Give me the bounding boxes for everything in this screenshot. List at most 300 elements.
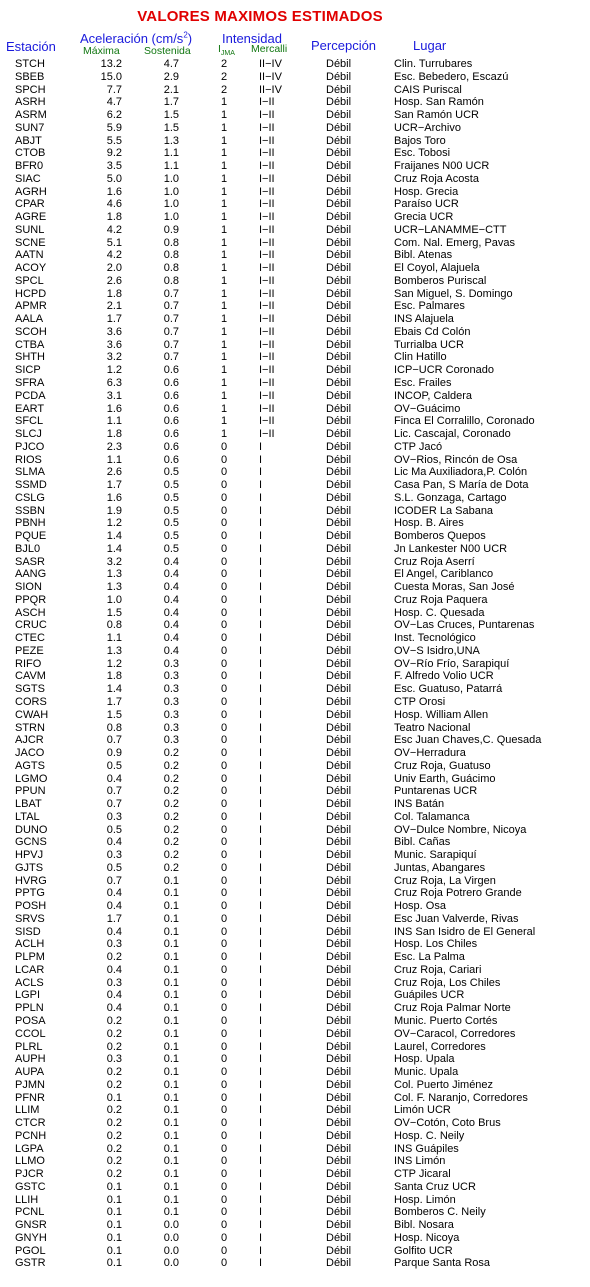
table-row: [0, 670, 590, 683]
accel-max: 3.5: [106, 160, 122, 173]
accel-max: 3.2: [106, 351, 122, 364]
intensity-jma: 0: [220, 683, 228, 696]
percepcion: Débil: [326, 721, 352, 734]
intensity-jma: 1: [220, 249, 228, 262]
lugar: INS Alajuela: [394, 313, 454, 326]
accel-sostenida: 0.6: [163, 440, 179, 453]
table-row: [0, 887, 590, 900]
accel-max: 0.4: [106, 772, 122, 785]
station-code: ASCH: [15, 606, 46, 619]
intensity-jma: 2: [220, 70, 228, 83]
accel-max: 6.2: [106, 109, 122, 122]
table-row: [0, 811, 590, 824]
accel-max: 1.1: [106, 415, 122, 428]
accel-max: 3.2: [106, 555, 122, 568]
accel-sostenida: 1.5: [163, 121, 179, 134]
accel-sostenida: 0.2: [163, 759, 179, 772]
lugar: Hosp. C. Quesada: [394, 606, 485, 619]
lugar: Bomberos Puriscal: [394, 274, 487, 287]
accel-sostenida: 0.6: [163, 415, 179, 428]
table-row: [0, 377, 590, 390]
percepcion: Débil: [326, 172, 352, 185]
table-row: [0, 658, 590, 671]
percepcion: Débil: [326, 530, 352, 543]
accel-sostenida: 0.1: [163, 1015, 179, 1027]
table-row: [0, 288, 590, 301]
table-row: [0, 1245, 590, 1258]
accel-sostenida: 0.3: [163, 670, 179, 683]
lugar: Esc. Palmares: [394, 300, 465, 313]
station-code: SUN7: [15, 121, 45, 134]
intensity-mercalli: I: [259, 989, 263, 1002]
accel-max: 1.8: [106, 670, 122, 683]
station-code: AJCR: [15, 734, 44, 747]
accel-max: 1.8: [106, 428, 122, 441]
intensity-jma: 0: [220, 836, 228, 849]
lugar: Hosp. C. Neily: [394, 1129, 465, 1142]
accel-sostenida: 0.4: [163, 555, 179, 568]
intensity-mercalli: I−II: [259, 160, 275, 173]
station-code: PJCO: [15, 440, 45, 453]
accel-sostenida: 0.0: [163, 1244, 179, 1257]
station-code: AALA: [15, 313, 44, 326]
percepcion: Débil: [326, 377, 352, 389]
intensity-mercalli: I: [259, 900, 263, 913]
percepcion: Débil: [326, 351, 352, 364]
lugar: Golfito UCR: [394, 1244, 453, 1257]
intensity-jma: 1: [220, 211, 228, 224]
intensity-mercalli: I: [259, 747, 263, 760]
lugar: Cruz Roja, Los Chiles: [394, 976, 501, 989]
percepcion: Débil: [326, 708, 352, 721]
station-code: LLIH: [15, 1193, 39, 1206]
intensity-jma: 0: [220, 1002, 228, 1015]
intensity-jma: 0: [220, 963, 228, 976]
lugar: F. Alfredo Volio UCR: [394, 670, 494, 683]
intensity-mercalli: I: [259, 708, 263, 721]
table-row: [0, 224, 590, 237]
lugar: Munic. Upala: [394, 1066, 459, 1079]
accel-sostenida: 0.1: [163, 874, 179, 887]
table-row: [0, 1079, 590, 1092]
intensity-jma: 1: [220, 223, 228, 236]
lugar: S.L. Gonzaga, Cartago: [394, 491, 507, 504]
table-row: [0, 607, 590, 620]
table-row: [0, 339, 590, 352]
table-row: [0, 645, 590, 658]
table-row: [0, 798, 590, 811]
lugar: Cruz Roja Aserrí: [394, 555, 475, 568]
intensity-mercalli: I: [259, 542, 263, 555]
intensity-mercalli: I: [259, 798, 263, 811]
station-code: PFNR: [15, 1091, 45, 1104]
intensity-mercalli: I: [259, 861, 263, 874]
lugar: Hosp. San Ramón: [394, 96, 484, 109]
station-code: PBNH: [15, 517, 46, 530]
accel-sostenida: 0.6: [163, 364, 179, 377]
percepcion: Débil: [326, 912, 352, 925]
table-row: [0, 1219, 590, 1232]
table-row: [0, 632, 590, 645]
station-code: SFCL: [15, 415, 44, 428]
accel-max: 0.7: [106, 798, 122, 811]
accel-max: 1.0: [106, 593, 122, 606]
station-code: PPLN: [15, 1002, 44, 1015]
station-code: BJL0: [15, 542, 41, 555]
intensity-mercalli: I: [259, 1078, 263, 1091]
intensity-mercalli: II−IV: [259, 83, 282, 96]
percepcion: Débil: [326, 211, 352, 224]
table-row: [0, 747, 590, 760]
accel-max: 1.7: [106, 696, 122, 708]
accel-sostenida: 0.5: [163, 491, 179, 504]
intensity-mercalli: I: [259, 479, 263, 492]
intensity-mercalli: I−II: [259, 134, 275, 147]
accel-sostenida: 0.1: [163, 1040, 179, 1053]
station-code: CORS: [15, 696, 47, 708]
table-row: [0, 594, 590, 607]
station-code: LLMO: [15, 1155, 45, 1168]
table-row: [0, 58, 590, 71]
table-row: [0, 1066, 590, 1079]
percepcion: Débil: [326, 300, 352, 313]
intensity-mercalli: I: [259, 453, 263, 466]
percepcion: Débil: [326, 262, 352, 275]
intensity-jma: 0: [220, 491, 228, 504]
accel-sostenida: 1.1: [163, 160, 179, 173]
accel-max: 2.6: [106, 466, 122, 479]
lugar: El Angel, Cariblanco: [394, 568, 494, 581]
lugar: Cruz Roja Palmar Norte: [394, 1002, 511, 1015]
accel-sostenida: 0.4: [163, 644, 179, 657]
percepcion: Débil: [326, 83, 352, 96]
percepcion: Débil: [326, 121, 352, 134]
station-code: GNSR: [15, 1219, 47, 1232]
intensity-mercalli: I: [259, 619, 263, 632]
lugar: CAIS Puriscal: [394, 83, 462, 96]
intensity-mercalli: I: [259, 1219, 263, 1232]
accel-max: 0.4: [106, 900, 122, 913]
percepcion: Débil: [326, 1002, 352, 1015]
intensity-mercalli: I: [259, 504, 263, 517]
accel-max: 0.2: [106, 1027, 122, 1040]
accel-max: 1.3: [106, 644, 122, 657]
intensity-mercalli: I: [259, 696, 263, 708]
table-row: [0, 135, 590, 148]
intensity-mercalli: I−II: [259, 389, 275, 402]
accel-max: 1.5: [106, 606, 122, 619]
accel-sostenida: 0.1: [163, 887, 179, 900]
intensity-jma: 0: [220, 1117, 228, 1130]
accel-sostenida: 0.1: [163, 1027, 179, 1040]
percepcion: Débil: [326, 632, 352, 645]
intensity-mercalli: I: [259, 1168, 263, 1181]
percepcion: Débil: [326, 759, 352, 772]
intensity-mercalli: I−II: [259, 96, 275, 109]
percepcion: Débil: [326, 1078, 352, 1091]
accel-max: 5.9: [106, 121, 122, 134]
percepcion: Débil: [326, 58, 352, 70]
station-code: STRN: [15, 721, 45, 734]
accel-max: 0.2: [106, 1142, 122, 1155]
intensity-mercalli: I: [259, 1129, 263, 1142]
accel-sostenida: 0.2: [163, 823, 179, 836]
intensity-mercalli: I: [259, 1155, 263, 1168]
intensity-mercalli: I−II: [259, 185, 275, 198]
station-code: LBAT: [15, 798, 42, 811]
intensity-mercalli: I: [259, 721, 263, 734]
table-row: [0, 428, 590, 441]
intensity-jma: 0: [220, 1206, 228, 1219]
accel-sostenida: 0.7: [163, 351, 179, 364]
table-row: [0, 785, 590, 798]
intensity-jma: 0: [220, 925, 228, 938]
accel-sostenida: 0.2: [163, 861, 179, 874]
station-code: SASR: [15, 555, 45, 568]
accel-max: 1.6: [106, 402, 122, 415]
accel-sostenida: 0.6: [163, 453, 179, 466]
lugar: Grecia UCR: [394, 211, 454, 224]
table-row: [0, 96, 590, 109]
percepcion: Débil: [326, 1129, 352, 1142]
lugar: Esc. Guatuso, Patarrá: [394, 683, 503, 696]
intensity-jma: 0: [220, 593, 228, 606]
intensity-jma: 1: [220, 402, 228, 415]
accel-sostenida: 0.1: [163, 1066, 179, 1079]
lugar: Fraijanes N00 UCR: [394, 160, 490, 173]
accel-sostenida: 0.5: [163, 466, 179, 479]
intensity-mercalli: I: [259, 606, 263, 619]
intensity-mercalli: I−II: [259, 249, 275, 262]
table-row: [0, 466, 590, 479]
lugar: ICODER La Sabana: [394, 504, 494, 517]
accel-sostenida: 0.2: [163, 798, 179, 811]
lugar: CTP Jicaral: [394, 1168, 451, 1181]
station-code: LGPA: [15, 1142, 44, 1155]
table-row: [0, 71, 590, 84]
accel-max: 1.7: [106, 912, 122, 925]
percepcion: Débil: [326, 1206, 352, 1219]
station-code: GSTC: [15, 1180, 46, 1193]
percepcion: Débil: [326, 96, 352, 109]
intensity-mercalli: I: [259, 772, 263, 785]
intensity-mercalli: I: [259, 925, 263, 938]
intensity-mercalli: I: [259, 491, 263, 504]
accel-sostenida: 0.6: [163, 402, 179, 415]
percepcion: Débil: [326, 1193, 352, 1206]
accel-max: 15.0: [100, 70, 122, 83]
intensity-jma: 1: [220, 109, 228, 122]
intensity-mercalli: I: [259, 734, 263, 747]
lugar: Esc. Tobosi: [394, 147, 451, 160]
table-row: [0, 926, 590, 939]
percepcion: Débil: [326, 147, 352, 160]
intensity-mercalli: I−II: [259, 121, 275, 134]
percepcion: Débil: [326, 440, 352, 453]
lugar: Finca El Corralillo, Coronado: [394, 415, 535, 428]
station-code: LTAL: [15, 810, 40, 823]
station-code: HVRG: [15, 874, 47, 887]
accel-max: 0.2: [106, 1129, 122, 1142]
percepcion: Débil: [326, 1117, 352, 1130]
accel-max: 1.6: [106, 491, 122, 504]
accel-sostenida: 1.1: [163, 147, 179, 160]
accel-sostenida: 1.3: [163, 134, 179, 147]
lugar: OV−Guácimo: [394, 402, 461, 415]
intensity-mercalli: I: [259, 568, 263, 581]
percepcion: Débil: [326, 1040, 352, 1053]
intensity-jma: 0: [220, 440, 228, 453]
accel-sostenida: 1.0: [163, 185, 179, 198]
station-code: SBEB: [15, 70, 45, 83]
accel-max: 3.1: [106, 389, 122, 402]
table-row: [0, 505, 590, 518]
accel-sostenida: 0.4: [163, 581, 179, 594]
table-row: [0, 1257, 590, 1270]
lugar: Limón UCR: [394, 1104, 451, 1117]
intensity-jma: 1: [220, 236, 228, 249]
intensity-jma: 0: [220, 861, 228, 874]
intensity-jma: 0: [220, 823, 228, 836]
intensity-mercalli: I: [259, 1091, 263, 1104]
station-code: LLIM: [15, 1104, 40, 1117]
lugar: OV−Rios, Rincón de Osa: [394, 453, 518, 466]
intensity-jma: 0: [220, 568, 228, 581]
intensity-mercalli: I: [259, 951, 263, 964]
accel-sostenida: 0.1: [163, 912, 179, 925]
intensity-jma: 0: [220, 951, 228, 964]
accel-max: 0.5: [106, 823, 122, 836]
percepcion: Débil: [326, 938, 352, 951]
table-row: [0, 1206, 590, 1219]
intensity-jma: 1: [220, 198, 228, 211]
accel-max: 0.3: [106, 810, 122, 823]
accel-sostenida: 0.1: [163, 963, 179, 976]
accel-sostenida: 0.6: [163, 389, 179, 402]
accel-max: 1.8: [106, 287, 122, 300]
header-maxima: Máxima: [83, 45, 120, 57]
station-code: CAVM: [15, 670, 46, 683]
station-code: PCDA: [15, 389, 46, 402]
lugar: Jn Lankester N00 UCR: [394, 542, 508, 555]
lugar: OV−Caracol, Corredores: [394, 1027, 516, 1040]
lugar: Hosp. William Allen: [394, 708, 489, 721]
intensity-mercalli: I: [259, 1117, 263, 1130]
station-code: SSBN: [15, 504, 45, 517]
intensity-mercalli: I−II: [259, 300, 275, 313]
intensity-jma: 0: [220, 1155, 228, 1168]
percepcion: Débil: [326, 236, 352, 249]
accel-max: 4.6: [106, 198, 122, 211]
percepcion: Débil: [326, 823, 352, 836]
intensity-jma: 0: [220, 734, 228, 747]
accel-max: 0.8: [106, 721, 122, 734]
accel-max: 0.7: [106, 874, 122, 887]
accel-sostenida: 0.0: [163, 1219, 179, 1232]
intensity-jma: 0: [220, 772, 228, 785]
table-row: [0, 198, 590, 211]
station-code: PPQR: [15, 593, 47, 606]
table-row: [0, 977, 590, 990]
accel-sostenida: 0.1: [163, 1180, 179, 1193]
accel-max: 0.1: [106, 1231, 122, 1244]
accel-max: 1.7: [106, 313, 122, 326]
accel-sostenida: 0.1: [163, 951, 179, 964]
table-row: [0, 760, 590, 773]
accel-sostenida: 0.2: [163, 747, 179, 760]
accel-max: 0.7: [106, 734, 122, 747]
percepcion: Débil: [326, 223, 352, 236]
intensity-mercalli: I−II: [259, 172, 275, 185]
intensity-jma: 1: [220, 134, 228, 147]
accel-sostenida: 0.1: [163, 1193, 179, 1206]
lugar: Col. Puerto Jiménez: [394, 1078, 494, 1091]
station-code: GJTS: [15, 861, 44, 874]
intensity-mercalli: I: [259, 1053, 263, 1066]
accel-max: 1.2: [106, 517, 122, 530]
intensity-jma: 0: [220, 581, 228, 594]
intensity-mercalli: I: [259, 1193, 263, 1206]
accel-sostenida: 0.6: [163, 377, 179, 389]
accel-max: 1.6: [106, 185, 122, 198]
intensity-mercalli: I−II: [259, 223, 275, 236]
accel-max: 0.1: [106, 1206, 122, 1219]
percepcion: Débil: [326, 1066, 352, 1079]
intensity-mercalli: I: [259, 759, 263, 772]
percepcion: Débil: [326, 415, 352, 428]
intensity-jma: 0: [220, 517, 228, 530]
lugar: Col. Talamanca: [394, 810, 470, 823]
accel-max: 9.2: [106, 147, 122, 160]
station-code: RIFO: [15, 657, 42, 670]
intensity-jma: 1: [220, 351, 228, 364]
percepcion: Débil: [326, 1027, 352, 1040]
percepcion: Débil: [326, 1231, 352, 1244]
accel-max: 0.1: [106, 1219, 122, 1232]
table-row: [0, 84, 590, 97]
lugar: Esc Juan Valverde, Rivas: [394, 912, 519, 925]
intensity-mercalli: I: [259, 1257, 263, 1270]
percepcion: Débil: [326, 785, 352, 798]
station-code: ACOY: [15, 262, 47, 275]
lugar: Inst. Tecnológico: [394, 632, 476, 645]
station-code: PEZE: [15, 644, 44, 657]
accel-sostenida: 0.1: [163, 1117, 179, 1130]
accel-max: 0.4: [106, 963, 122, 976]
intensity-jma: 0: [220, 466, 228, 479]
table-row: [0, 173, 590, 186]
percepcion: Débil: [326, 1104, 352, 1117]
percepcion: Débil: [326, 976, 352, 989]
intensity-jma: 0: [220, 1142, 228, 1155]
intensity-jma: 0: [220, 1180, 228, 1193]
percepcion: Débil: [326, 402, 352, 415]
page-title: VALORES MAXIMOS ESTIMADOS: [137, 8, 383, 25]
table-row: [0, 1092, 590, 1105]
station-code: SSMD: [15, 479, 47, 492]
intensity-mercalli: I: [259, 683, 263, 696]
intensity-jma: 0: [220, 1244, 228, 1257]
lugar: Cruz Roja Acosta: [394, 172, 479, 185]
intensity-mercalli: I: [259, 581, 263, 594]
table-row: [0, 160, 590, 173]
accel-max: 0.2: [106, 1117, 122, 1130]
intensity-mercalli: I−II: [259, 428, 275, 441]
accel-max: 0.4: [106, 989, 122, 1002]
lugar: OV−Río Frío, Sarapiquí: [394, 657, 510, 670]
percepcion: Débil: [326, 198, 352, 211]
accel-sostenida: 4.7: [163, 58, 179, 70]
